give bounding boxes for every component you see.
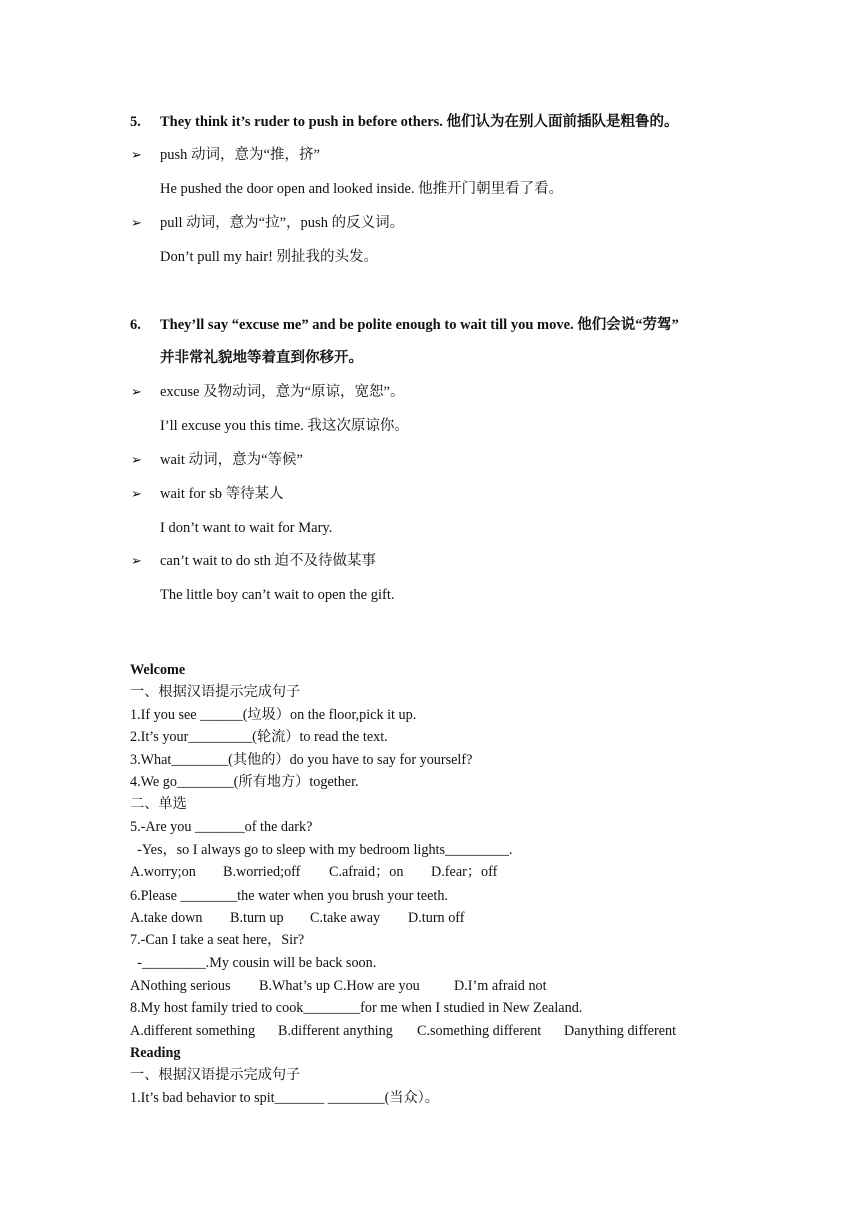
key-sentence-6-line1: They’ll say “excuse me” and be polite enough to wait till you move. 他们会说“劳驾” xyxy=(160,317,679,333)
question-7-options xyxy=(130,976,547,996)
bullet-arrow-icon: ➢ xyxy=(131,147,142,162)
option-d: Danything different xyxy=(564,1023,677,1039)
example-sentence: Don’t pull my hair! 别扯我的头发。 xyxy=(160,249,379,265)
bullet-arrow-icon: ➢ xyxy=(131,553,142,568)
reading-heading: Reading xyxy=(130,1045,181,1061)
question-6-options xyxy=(130,908,464,928)
question-5-reply: -Yes，so I always go to sleep with my bedroom lights_________. xyxy=(130,842,513,858)
vocab-point: excuse 及物动词，意为“原谅，宽恕”。 xyxy=(160,384,405,400)
option-b: B.worried;off xyxy=(223,864,301,880)
example-sentence: He pushed the door open and looked inside. 他推开门朝里看了看。 xyxy=(160,181,564,197)
option-a: A.take down xyxy=(130,910,203,926)
bullet-arrow-icon: ➢ xyxy=(131,215,142,230)
option-c: C.something different xyxy=(417,1023,542,1039)
option-a: A.worry;on xyxy=(130,864,196,880)
vocab-point: push 动词，意为“推，挤” xyxy=(160,147,320,163)
question-8-options xyxy=(130,1021,676,1041)
example-sentence: The little boy can’t wait to open the gift. xyxy=(160,587,395,603)
question-3: 3.What________(其他的）do you have to say for yourself? xyxy=(130,752,473,768)
option-d: D.fear；off xyxy=(431,864,498,880)
example-sentence: I’ll excuse you this time. 我这次原谅你。 xyxy=(160,418,409,434)
question-2: 2.It’s your_________(轮流）to read the text. xyxy=(130,729,388,745)
option-a: A.different something xyxy=(130,1023,256,1039)
key-sentence-6-line2: 并非常礼貌地等着直到你移开。 xyxy=(160,350,363,366)
option-a: ANothing serious xyxy=(130,978,231,994)
option-bc: B.What’s up C.How are you xyxy=(259,978,420,994)
example-sentence: I don’t want to wait for Mary. xyxy=(160,520,333,536)
question-8: 8.My host family tried to cook________for me when I studied in New Zealand. xyxy=(130,1000,583,1016)
question-7-reply: -_________.My cousin will be back soon. xyxy=(130,955,377,971)
vocab-point: pull 动词，意为“拉”，push 的反义词。 xyxy=(160,215,405,231)
question-5: 5.-Are you _______of the dark? xyxy=(130,819,313,835)
key-sentence-5: They think it’s ruder to push in before others. 他们认为在别人面前插队是粗鲁的。 xyxy=(160,114,679,130)
option-c: C.take away xyxy=(310,910,381,926)
vocab-point: wait for sb 等待某人 xyxy=(160,486,284,502)
reading-question-1: 1.It’s bad behavior to spit_______ ________(当众）。 xyxy=(130,1090,439,1106)
part1-heading: 一、根据汉语提示完成句子 xyxy=(130,684,301,700)
bullet-arrow-icon: ➢ xyxy=(131,452,142,467)
option-d: D.I’m afraid not xyxy=(454,978,547,994)
question-1: 1.If you see ______(垃圾）on the floor,pick it up. xyxy=(130,707,417,723)
option-b: B.turn up xyxy=(230,910,284,926)
welcome-heading: Welcome xyxy=(130,662,186,678)
part2-heading: 二、单选 xyxy=(130,796,187,812)
option-c: C.afraid；on xyxy=(329,864,404,880)
question-6: 6.Please ________the water when you brush your teeth. xyxy=(130,888,448,904)
question-7: 7.-Can I take a seat here，Sir? xyxy=(130,932,305,948)
vocab-point: wait 动词，意为“等候” xyxy=(160,452,303,468)
item-number-5: 5. xyxy=(130,114,141,130)
question-4: 4.We go________(所有地方）together. xyxy=(130,774,359,790)
vocab-point: can’t wait to do sth 迫不及待做某事 xyxy=(160,553,377,569)
bullet-arrow-icon: ➢ xyxy=(131,384,142,399)
question-5-options xyxy=(130,862,497,882)
option-b: B.different anything xyxy=(278,1023,393,1039)
reading-part1-heading: 一、根据汉语提示完成句子 xyxy=(130,1067,301,1083)
item-number-6: 6. xyxy=(130,317,141,333)
bullet-arrow-icon: ➢ xyxy=(131,486,142,501)
option-d: D.turn off xyxy=(408,910,465,926)
